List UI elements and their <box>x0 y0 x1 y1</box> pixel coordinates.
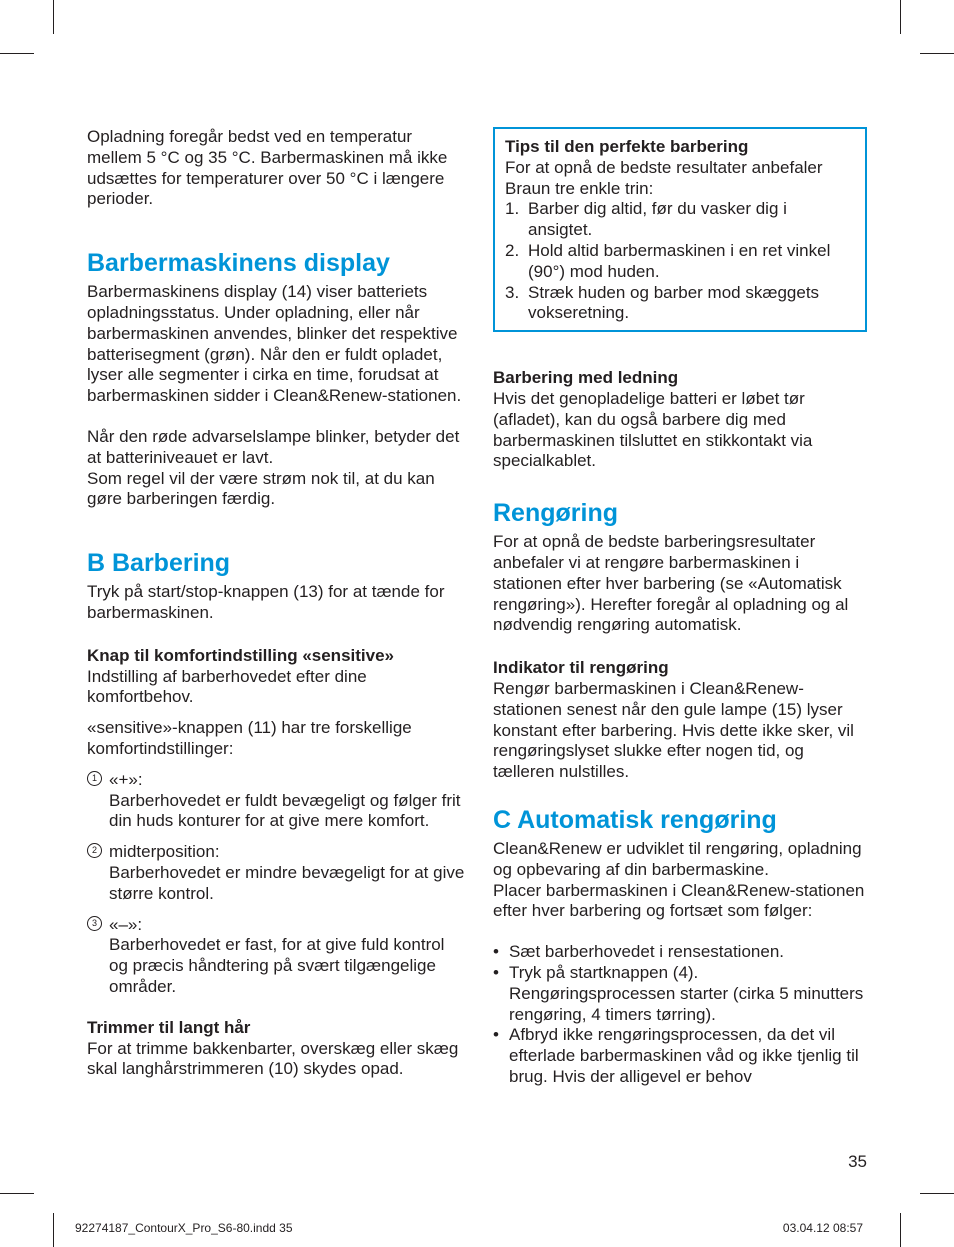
display-paragraph: Barbermaskinens display (14) viser batteriets opladningsstatus. Under opladning, eller når barbermaskinen anvendes, blinker det respektive batterisegment (grøn). Når den er fuldt opladet, lyser alle segmenter i cirka en time, forudsat at barbermaskinen sidder i Clean&Renew-stationen. <box>87 282 462 406</box>
right-column <box>493 127 867 1088</box>
indikator-paragraph: Rengør barbermaskinen i Clean&Renew-stationen senest når den gule lampe (15) lyser konstant efter barbering. Hvis dette ikke sker, vil rengøringslyset slukke efter nogen tid, og tælleren nulstilles. <box>493 678 854 782</box>
list-number: 1. <box>505 199 520 219</box>
charging-paragraph: Opladning foregår bedst ved en temperatur mellem 5 °C og 35 °C. Barbermaskinen må ikke udsættes for temperaturer over 50 °C i længere perioder. <box>87 127 448 209</box>
subheading-trimmer: Trimmer til langt hår <box>87 1017 251 1037</box>
bullet-item <box>493 942 867 963</box>
option-title: «+»: <box>109 769 143 789</box>
heading-barbering: B Barbering <box>87 549 231 578</box>
rengoring-paragraph: For at opnå de bedste barberingsresultater anbefaler vi at rengøre barbermaskinen i stationen efter hver barbering (se «Automatisk rengøring»). Herefter foregår al opladning og al nødvendig rengøring automatisk. <box>493 532 849 635</box>
crop-mark <box>53 1213 54 1247</box>
bullet-text: Afbryd ikke rengøringsprocessen, da det vil efterlade barbermaskinen våd og ikke tjenlig til brug. Hvis der alligevel er behov <box>509 1025 859 1086</box>
circled-number: 1 <box>87 771 102 786</box>
list-number: 3. <box>505 282 520 302</box>
auto-paragraph-2: Placer barbermaskinen i Clean&Renew-stationen efter hver barbering og fortsæt som følger: <box>493 880 865 921</box>
bullet-item <box>493 963 867 1025</box>
option-text: Barberhovedet er fuldt bevægeligt og følger frit din huds konturer for at give mere komfort. <box>109 790 461 831</box>
slug-date: 03.04.12 08:57 <box>782 1221 863 1235</box>
page-number: 35 <box>848 1152 867 1171</box>
heading-auto-rengoring: C Automatisk rengøring <box>493 805 777 834</box>
circled-number: 3 <box>87 916 102 931</box>
crop-mark <box>920 1193 954 1194</box>
slug-filename: 92274187_ContourX_Pro_S6-80.indd 35 <box>75 1221 293 1235</box>
option-item <box>87 842 467 904</box>
crop-mark <box>900 0 901 34</box>
auto-paragraph-1: Clean&Renew er udviklet til rengøring, opladning og opbevaring af din barbermaskine. <box>493 838 862 879</box>
subheading-ledning: Barbering med ledning <box>493 368 679 388</box>
tips-list-item <box>505 199 855 241</box>
tips-list-item <box>505 283 855 325</box>
crop-mark <box>0 1193 34 1194</box>
option-text: Barberhovedet er mindre bevægeligt for at give større kontrol. <box>109 862 465 903</box>
option-item <box>87 770 467 832</box>
crop-mark <box>0 53 34 54</box>
left-column <box>87 127 467 1080</box>
crop-mark <box>53 0 54 34</box>
tips-list <box>505 199 855 324</box>
tips-list-item <box>505 241 855 283</box>
bullet-dot: • <box>493 942 499 962</box>
tips-title: Tips til den perfekte barbering <box>505 137 749 156</box>
bullet-dot: • <box>493 962 499 982</box>
subheading-komfort: Knap til komfortindstilling «sensitive» <box>87 645 394 665</box>
circled-number: 2 <box>87 843 102 858</box>
option-text: Barberhovedet er fast, for at give fuld kontrol og præcis håndtering på svært tilgængelige områder. <box>109 935 445 996</box>
tips-intro: For at opnå de bedste resultater anbefaler Braun tre enkle trin: <box>505 157 823 198</box>
tips-text: Barber dig altid, før du vasker dig i ansigtet. <box>528 199 787 240</box>
ledning-paragraph: Hvis det genopladelige batteri er løbet tør (afladet), kan du også barbere dig med barbermaskinen tilsluttet en stikkontakt via specialkablet. <box>493 388 813 471</box>
tips-text: Hold altid barbermaskinen i en ret vinkel (90°) mod huden. <box>528 240 831 281</box>
option-item <box>87 915 467 998</box>
warning-paragraph: Når den røde advarselslampe blinker, betyder det at batteriniveauet er lavt. <box>87 426 460 467</box>
trimmer-paragraph: For at trimme bakkenbarter, overskæg eller skæg skal langhårstrimmeren (10) skydes opad. <box>87 1038 459 1079</box>
komfort-paragraph: Indstilling af barberhovedet efter dine komfortbehov. <box>87 666 367 707</box>
subheading-indikator: Indikator til rengøring <box>493 658 669 678</box>
power-paragraph: Som regel vil der være strøm nok til, at du kan gøre barberingen færdig. <box>87 468 435 509</box>
bullet-text: Sæt barberhovedet i rensestationen. <box>509 942 785 962</box>
crop-mark <box>900 1213 901 1247</box>
bullet-text: Tryk på startknappen (4). Rengøringsprocessen starter (cirka 5 minutters rengøring, 4 timers tørring). <box>509 962 864 1024</box>
tips-box <box>493 127 867 332</box>
crop-mark <box>920 53 954 54</box>
list-number: 2. <box>505 240 520 260</box>
bullet-dot: • <box>493 1025 499 1045</box>
option-title: midterposition: <box>109 842 220 862</box>
option-title: «–»: <box>109 914 143 934</box>
komfort-settings-paragraph: «sensitive»-knappen (11) har tre forskellige komfortindstillinger: <box>87 718 412 758</box>
barbering-paragraph: Tryk på start/stop-knappen (13) for at tænde for barbermaskinen. <box>87 582 445 622</box>
heading-rengoring: Rengøring <box>493 499 618 528</box>
bullet-item <box>493 1025 867 1087</box>
heading-display: Barbermaskinens display <box>87 249 390 278</box>
tips-text: Stræk huden og barber mod skæggets vokseretning. <box>528 282 820 323</box>
